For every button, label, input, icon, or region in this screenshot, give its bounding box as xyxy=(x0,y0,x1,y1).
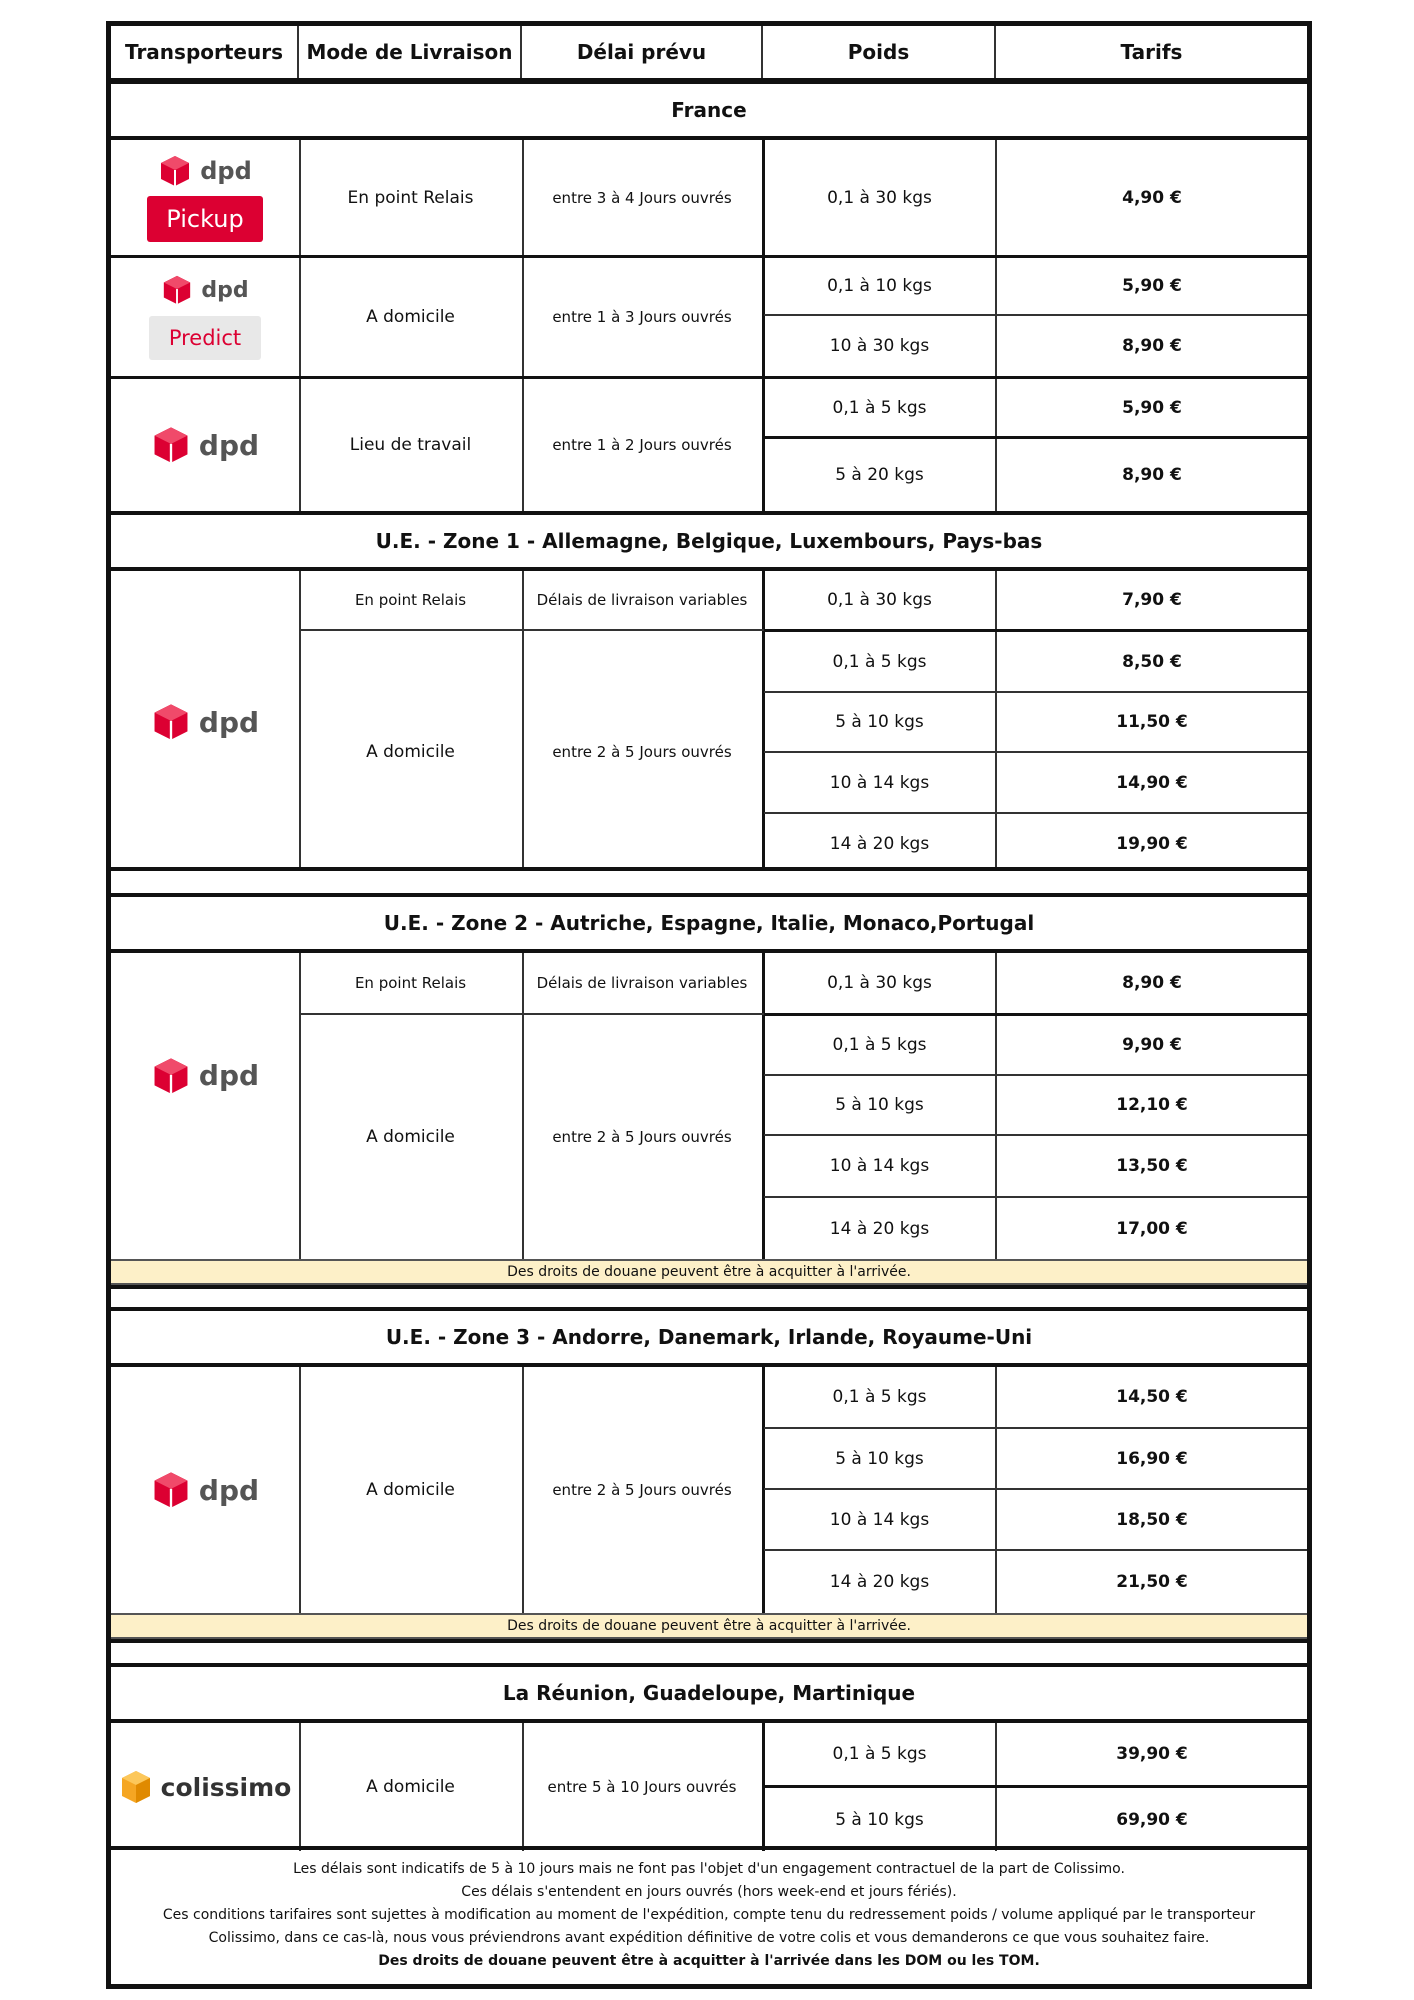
section-title-zone1: U.E. - Zone 1 - Allemagne, Belgique, Luxembours, Pays-bas xyxy=(111,511,1307,571)
section-divider xyxy=(111,867,1307,871)
price-cell: 16,90 € xyxy=(1116,1448,1188,1469)
price-cell: 8,90 € xyxy=(1122,336,1182,356)
france-work-delay: entre 1 à 2 Jours ouvrés xyxy=(552,436,732,454)
dpd-logo: dpd xyxy=(151,425,259,465)
weight-cell: 5 à 10 kgs xyxy=(835,1095,924,1115)
weight-cell: 10 à 14 kgs xyxy=(829,772,930,793)
dpd-cube-icon xyxy=(151,1470,191,1510)
weight-cell: 0,1 à 5 kgs xyxy=(832,1744,927,1764)
section-title-zone3: U.E. - Zone 3 - Andorre, Danemark, Irlande, Royaume-Uni xyxy=(111,1307,1307,1367)
price-cell: 21,50 € xyxy=(1116,1572,1188,1592)
zone1-relais-mode: En point Relais xyxy=(354,591,467,609)
weight-cell: 5 à 10 kgs xyxy=(835,712,924,732)
carrier-dpd xyxy=(111,953,299,1198)
weight-cell: 0,1 à 30 kgs xyxy=(827,590,932,610)
header-delay: Délai prévu xyxy=(522,26,763,78)
price-cell: 5,90 € xyxy=(1122,397,1182,418)
weight-cell: 14 à 20 kgs xyxy=(829,1218,930,1239)
section-zone2 xyxy=(111,953,1307,1259)
zone1-home-delay: entre 2 à 5 Jours ouvrés xyxy=(552,743,732,761)
dpd-logo: dpd xyxy=(158,154,252,188)
france-relais-delay: entre 3 à 4 Jours ouvrés xyxy=(552,188,732,207)
zone3-home-delay: entre 2 à 5 Jours ouvrés xyxy=(552,1481,732,1499)
section-zone1 xyxy=(111,571,1307,867)
price-cell: 39,90 € xyxy=(1116,1744,1188,1764)
predict-logo: Predict xyxy=(149,316,261,360)
price-cell: 14,50 € xyxy=(1116,1387,1188,1407)
footer-line: Ces conditions tarifaires sont sujettes à modification au moment de l'expédition, compte tenu du redressement poids / volume appliqué par le transporteur xyxy=(162,1907,1256,1923)
customs-note: Des droits de douane peuvent être à acquitter à l'arrivée. xyxy=(111,1259,1307,1285)
footer-line: Des droits de douane peuvent être à acquitter à l'arrivée dans les DOM ou les TOM. xyxy=(378,1953,1040,1969)
table-header xyxy=(111,26,1307,82)
customs-note: Des droits de douane peuvent être à acquitter à l'arrivée. xyxy=(111,1613,1307,1639)
france-home-delay: entre 1 à 3 Jours ouvrés xyxy=(552,308,732,326)
weight-cell: 0,1 à 5 kgs xyxy=(832,397,927,418)
price-cell: 9,90 € xyxy=(1122,1035,1182,1055)
price-cell: 8,90 € xyxy=(1122,973,1182,993)
section-divider xyxy=(111,1639,1307,1643)
price-cell: 69,90 € xyxy=(1116,1809,1188,1830)
weight-cell: 0,1 à 30 kgs xyxy=(827,973,932,993)
carrier-dpd xyxy=(111,571,299,873)
weight-cell: 5 à 20 kgs xyxy=(835,465,924,485)
weight-cell: 10 à 14 kgs xyxy=(829,1156,930,1176)
section-zone3 xyxy=(111,1367,1307,1613)
price-cell: 8,90 € xyxy=(1122,465,1182,485)
zone2-home-delay: entre 2 à 5 Jours ouvrés xyxy=(552,1128,732,1146)
header-rates: Tarifs xyxy=(1120,40,1183,64)
zone1-relais-delay: Délais de livraison variables xyxy=(536,591,748,609)
dpd-logo: dpd xyxy=(151,1470,259,1510)
header-carriers: Transporteurs xyxy=(111,26,299,78)
weight-cell: 0,1 à 5 kgs xyxy=(832,1387,927,1407)
price-cell: 19,90 € xyxy=(1116,833,1188,854)
dpd-cube-icon xyxy=(161,274,193,306)
price-cell: 18,50 € xyxy=(1116,1509,1188,1530)
dpd-cube-icon xyxy=(151,702,191,742)
header-mode: Mode de Livraison xyxy=(299,26,522,78)
colissimo-logo: colissimo xyxy=(119,1769,292,1805)
zone2-relais-mode: En point Relais xyxy=(354,974,467,992)
carrier-dpd xyxy=(111,379,299,511)
section-title-france: France xyxy=(111,80,1307,140)
weight-cell: 14 à 20 kgs xyxy=(829,833,930,854)
zone3-home-mode: A domicile xyxy=(366,1480,455,1500)
price-cell: 11,50 € xyxy=(1116,712,1188,732)
price-cell: 7,90 € xyxy=(1122,590,1182,610)
dom-home-delay: entre 5 à 10 Jours ouvrés xyxy=(547,1778,737,1796)
section-title-zone2: U.E. - Zone 2 - Autriche, Espagne, Italie, Monaco,Portugal xyxy=(111,893,1307,953)
france-home-mode: A domicile xyxy=(366,307,455,327)
carrier-dpd-pickup xyxy=(111,140,299,255)
dpd-cube-icon xyxy=(151,425,191,465)
france-relais-mode: En point Relais xyxy=(347,187,474,208)
section-title-dom: La Réunion, Guadeloupe, Martinique xyxy=(111,1663,1307,1723)
weight-cell: 5 à 10 kgs xyxy=(835,1809,924,1830)
zone1-home-mode: A domicile xyxy=(366,742,455,762)
pickup-logo: Pickup xyxy=(147,196,263,242)
price-cell: 12,10 € xyxy=(1116,1095,1188,1115)
dpd-logo: dpd xyxy=(151,702,259,742)
france-work-mode: Lieu de travail xyxy=(349,435,472,455)
carrier-dpd xyxy=(111,1367,299,1613)
price-cell: 14,90 € xyxy=(1116,772,1188,793)
colissimo-box-icon xyxy=(119,1769,153,1805)
weight-cell: 10 à 30 kgs xyxy=(829,336,930,356)
zone2-home-mode: A domicile xyxy=(366,1127,455,1147)
dpd-cube-icon xyxy=(158,154,192,188)
weight-cell: 14 à 20 kgs xyxy=(829,1572,930,1592)
weight-cell: 0,1 à 30 kgs xyxy=(827,187,932,208)
zone2-relais-delay: Délais de livraison variables xyxy=(536,974,748,992)
dpd-cube-icon xyxy=(151,1056,191,1096)
price-cell: 5,90 € xyxy=(1122,276,1182,296)
carrier-colissimo xyxy=(111,1723,299,1851)
carrier-dpd-predict xyxy=(111,258,299,376)
dpd-logo: dpd xyxy=(161,274,248,306)
weight-cell: 0,1 à 10 kgs xyxy=(827,276,932,296)
footer-line: Les délais sont indicatifs de 5 à 10 jours mais ne font pas l'objet d'un engagement contractuel de la part de Colissimo. xyxy=(293,1861,1125,1877)
dpd-logo: dpd xyxy=(151,1056,259,1096)
section-divider xyxy=(111,1285,1307,1289)
section-france xyxy=(111,140,1307,511)
price-cell: 13,50 € xyxy=(1116,1156,1188,1176)
price-cell: 8,50 € xyxy=(1122,651,1182,672)
header-weight: Poids xyxy=(763,26,996,78)
weight-cell: 0,1 à 5 kgs xyxy=(832,1035,927,1055)
section-dom xyxy=(111,1723,1307,1851)
price-cell: 17,00 € xyxy=(1116,1218,1188,1239)
dom-home-mode: A domicile xyxy=(366,1777,455,1797)
rates-table xyxy=(106,21,1312,1989)
price-cell: 4,90 € xyxy=(1122,187,1182,208)
footer-notes xyxy=(111,1846,1307,1984)
weight-cell: 0,1 à 5 kgs xyxy=(832,651,927,672)
footer-line: Ces délais s'entendent en jours ouvrés (hors week-end et jours fériés). xyxy=(461,1884,957,1900)
weight-cell: 5 à 10 kgs xyxy=(835,1448,924,1469)
footer-line: Colissimo, dans ce cas-là, nous vous préviendrons avant expédition définitive de votre colis et vous demanderons ce que vous souhaitez faire. xyxy=(208,1930,1210,1946)
weight-cell: 10 à 14 kgs xyxy=(829,1509,930,1530)
